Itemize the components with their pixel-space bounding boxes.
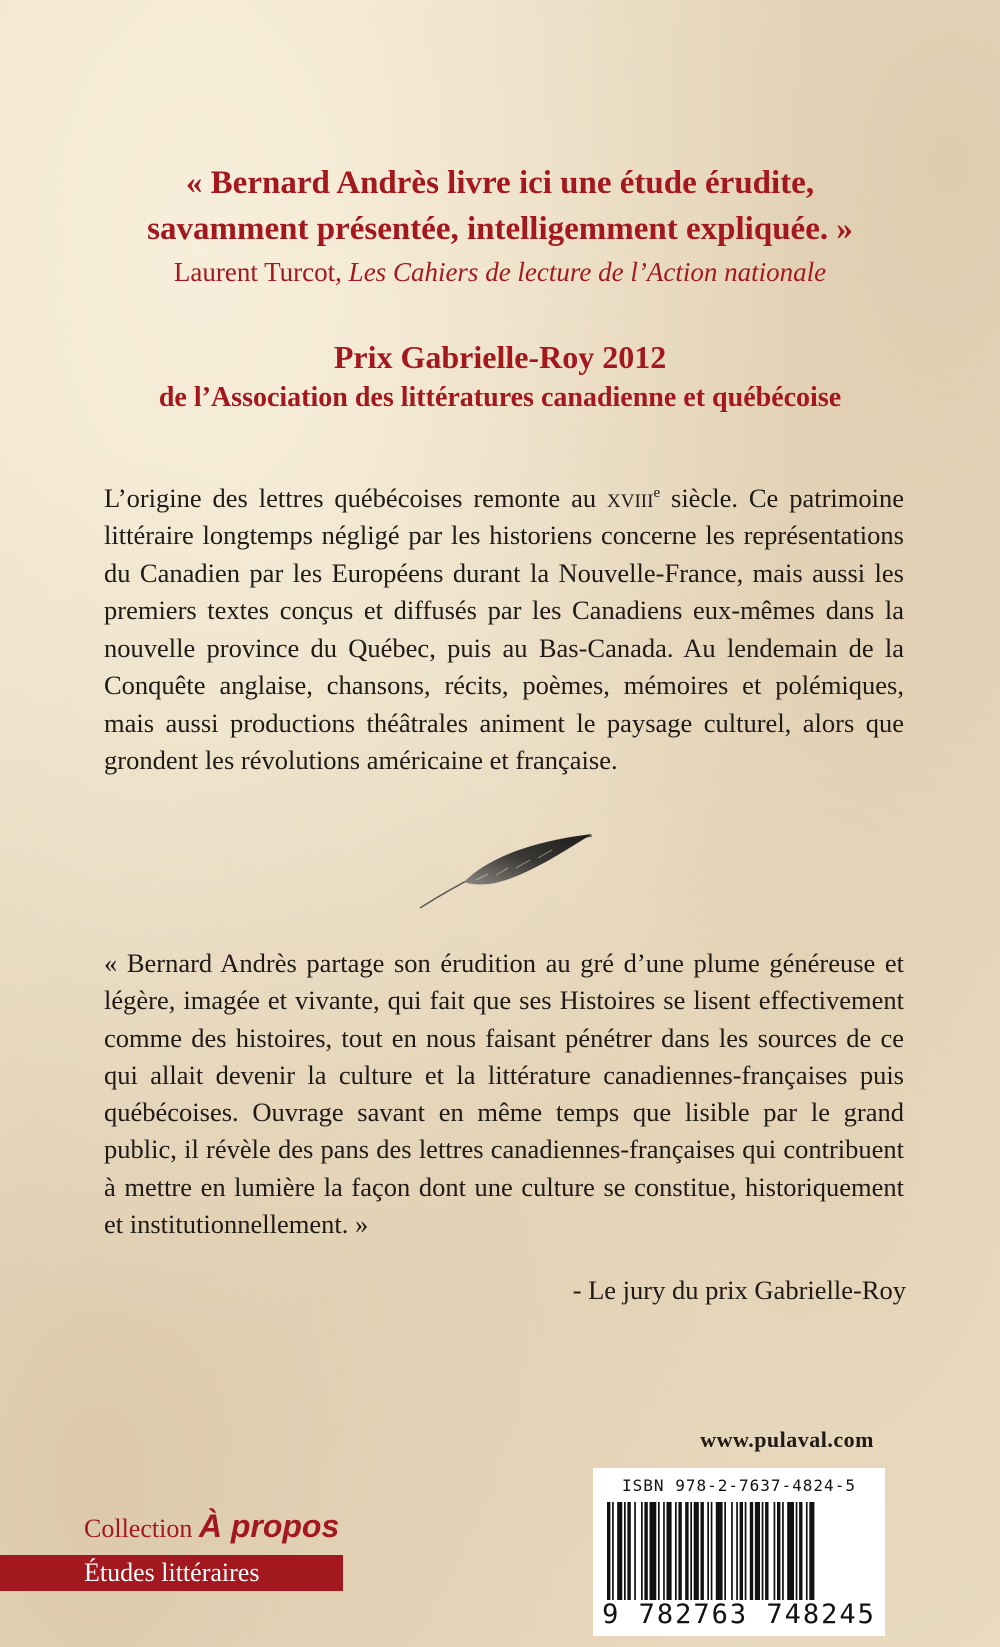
- barcode-bar: [711, 1502, 713, 1600]
- quote-publication: Les Cahiers de lecture de l’Action nationale: [348, 257, 827, 287]
- quote-block: [60, 160, 940, 292]
- quote-line-2: savamment présentée, intelligemment expliquée. »: [147, 211, 853, 247]
- summary-part-1: L’origine des lettres québécoises remonte au: [104, 482, 607, 513]
- barcode-bar: [782, 1502, 784, 1600]
- barcode-bar: [740, 1502, 743, 1600]
- barcode-bar: [724, 1502, 726, 1600]
- barcode-bar: [750, 1502, 753, 1600]
- barcode-bar: [658, 1502, 660, 1600]
- collection-prefix: Collection: [84, 1514, 193, 1543]
- barcode-bar: [777, 1502, 780, 1600]
- barcode-bar: [675, 1502, 677, 1600]
- barcode-bar: [612, 1502, 614, 1600]
- barcode-bar: [806, 1502, 808, 1600]
- barcode-bar: [762, 1502, 764, 1600]
- ean-number: 9 782763 748245: [602, 1599, 876, 1630]
- barcode-bar: [755, 1502, 760, 1600]
- quote-line-1: « Bernard Andrès livre ici une étude érudite,: [185, 165, 815, 201]
- barcode-bar: [731, 1502, 733, 1600]
- publisher-website[interactable]: www.pulaval.com: [700, 1427, 874, 1452]
- summary-century: xviii: [607, 482, 654, 513]
- barcode-bar: [694, 1502, 699, 1600]
- barcode-bar: [774, 1502, 776, 1600]
- summary-paragraph: [104, 475, 904, 780]
- barcode-bar: [809, 1502, 814, 1600]
- barcode-bar: [634, 1502, 636, 1600]
- barcode-bar: [685, 1502, 688, 1600]
- barcode-bar: [624, 1502, 626, 1600]
- barcode-bar: [690, 1502, 692, 1600]
- barcode-bar: [716, 1502, 723, 1600]
- summary-part-2: siècle. Ce patrimoine littéraire longtemps négligé par les historiens concerne les représentations du Canadien par les Européens durant la Nouvelle-France, mais aussi les premiers textes conçus et diffusés par les Canadiens eux-mêmes dans la nouvelle province du Québec, puis au Bas-Canada. Au lendemain de la Conquête anglaise, chansons, récits, poèmes, mémoires et polémiques, mais aussi productions théâtrales animent le paysage culturel, alors que grondent les révolutions américaine et française.: [104, 482, 904, 776]
- barcode-bar: [765, 1502, 768, 1600]
- barcode-bar: [641, 1502, 643, 1600]
- prize-title: Prix Gabrielle-Roy 2012: [333, 339, 667, 375]
- review-attribution: - Le jury du prix Gabrielle-Roy: [572, 1275, 906, 1305]
- isbn-label: ISBN 978-2-7637-4824-5: [622, 1476, 856, 1495]
- barcode-bar: [617, 1502, 622, 1600]
- barcode-bar: [627, 1502, 630, 1600]
- isbn-barcode: [593, 1468, 885, 1636]
- barcode-bar: [796, 1502, 798, 1600]
- barcode-bar: [787, 1502, 794, 1600]
- barcode-bar: [607, 1502, 610, 1600]
- barcode-bar: [667, 1502, 672, 1600]
- series-label: Études littéraires: [84, 1558, 260, 1587]
- collection-label: [84, 1508, 339, 1545]
- barcode-bar: [799, 1502, 802, 1600]
- barcode-bar: [745, 1502, 747, 1600]
- prize-block: [60, 336, 940, 418]
- barcode-bars: [607, 1502, 871, 1602]
- collection-name: À propos: [198, 1508, 340, 1544]
- barcode-bar: [663, 1502, 665, 1600]
- barcode-bar: [650, 1502, 657, 1600]
- barcode-bar: [736, 1502, 738, 1600]
- barcode-bar: [707, 1502, 709, 1600]
- quote-source: [60, 252, 940, 292]
- prize-organization: de l’Association des littératures canadienne et québécoise: [158, 382, 842, 413]
- quill-feather-icon: [416, 830, 596, 910]
- quote-author: Laurent Turcot,: [173, 257, 342, 287]
- summary-century-sup: e: [653, 485, 661, 501]
- barcode-bar: [701, 1502, 704, 1600]
- barcode-bar: [644, 1502, 647, 1600]
- barcode-bar: [678, 1502, 681, 1600]
- review-paragraph: « Bernard Andrès partage son érudition au gré d’une plume généreuse et légère, imagée et vivante, qui fait que ses Histoires se lisent effectivement comme des histoires, tout en nous faisant pénétrer dans les sources de ce qui allait devenir la culture et la littérature canadiennes-françaises puis québécoises. Ouvrage savant en même temps que lisible par le grand public, il révèle des pans des lettres canadiennes-françaises qui contribuent à mettre en lumière la façon dont une culture se constitue, historiquement et institutionnellement. »: [104, 948, 904, 1240]
